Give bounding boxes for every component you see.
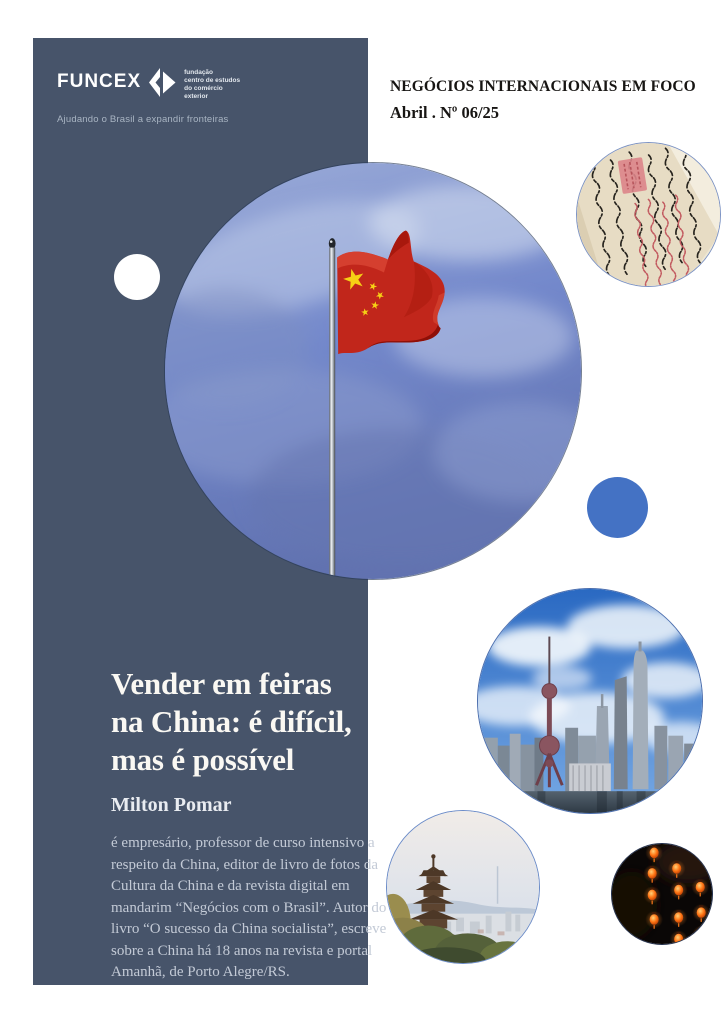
article-title: [111, 665, 411, 779]
flagpole: [329, 238, 336, 579]
calligraphy-photo-circle: [576, 142, 721, 287]
shanghai-skyline-photo: [478, 589, 702, 813]
funcex-diamond-icon: [148, 67, 177, 98]
logo-subtitle-line: exterior: [184, 93, 208, 100]
yellow-crane-tower-photo: [387, 811, 539, 963]
white-dot: [114, 254, 160, 300]
shanghai-photo-circle: [477, 588, 703, 814]
funcex-subtitle: [184, 67, 240, 101]
river-water: [478, 791, 702, 813]
logo-subtitle-line: centro de estudos: [184, 77, 241, 84]
lanterns-photo-circle: [611, 843, 713, 945]
chinese-flag-photo-circle: [164, 162, 582, 580]
issue-header: [390, 78, 710, 123]
author-bio: é empresário, professor de curso intensivo a respeito da China, editor de livro de fotos da Cultura da China e da revista digital em mandarim “Negócios com o Brasil”. Autor do livro “O sucesso da China socialista”, escreve sobre a China há 18 anos na revista e portal Amanhã, de Porto Alegre/RS.: [111, 835, 387, 980]
logo-subtitle-line: fundação: [184, 69, 214, 76]
chinese-calligraphy-document-photo: [577, 143, 720, 286]
author-name: Milton Pomar: [111, 794, 232, 816]
red-lanterns-night-photo: [612, 844, 712, 944]
logo-subtitle-line: do comércio: [184, 85, 223, 92]
article-block: [111, 665, 411, 984]
publication-name: NEGÓCIOS INTERNACIONAIS EM FOCO: [390, 78, 696, 95]
funcex-logo: [57, 67, 240, 101]
title-line: mas é possível: [111, 742, 295, 777]
chinese-flag-on-flagpole-photo: [165, 163, 581, 579]
title-line: na China: é difícil,: [111, 704, 352, 739]
funcex-brand-text: FUNCEX: [57, 71, 142, 92]
pagoda-photo-circle: [386, 810, 540, 964]
funcex-tagline: Ajudando o Brasil a expandir fronteiras: [57, 114, 229, 125]
red-seal-stamp: [618, 157, 648, 194]
title-line: Vender em feiras: [111, 666, 332, 701]
issue-number: Abril . Nº 06/25: [390, 103, 500, 122]
blue-dot: [587, 477, 648, 538]
